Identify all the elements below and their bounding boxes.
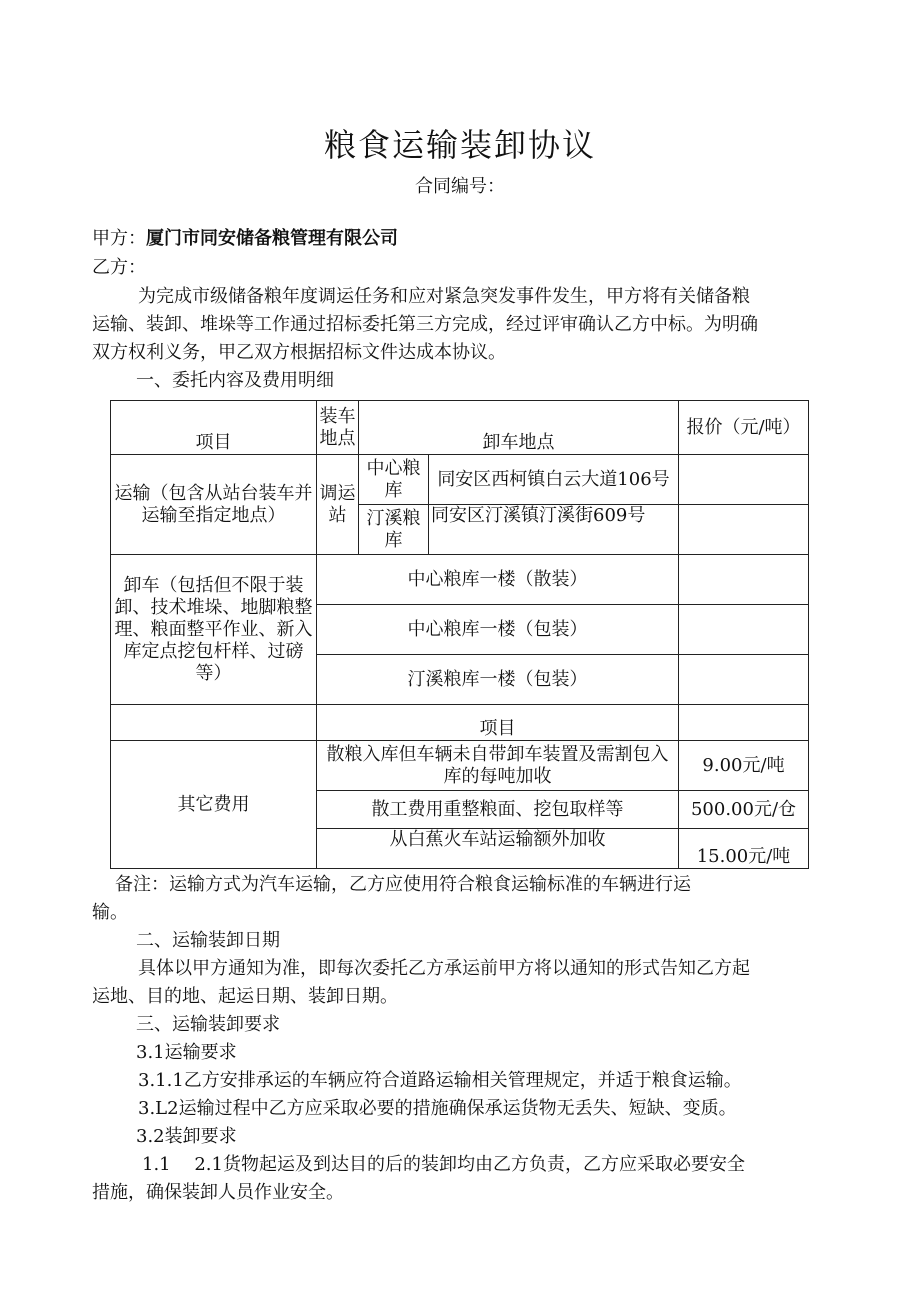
contract-number-label: 合同编号： bbox=[415, 176, 505, 197]
other-fee-2: 散工费用重整粮面、挖包取样等 bbox=[317, 791, 679, 829]
table-row bbox=[111, 555, 809, 605]
party-a-name: 厦门市同安储备粮管理有限公司 bbox=[146, 228, 398, 249]
section-3-1: 3.1运输要求 bbox=[136, 1042, 237, 1063]
unload-location-3: 汀溪粮库一楼（包装） bbox=[317, 655, 679, 705]
load-station: 调运站 bbox=[317, 455, 359, 555]
table-row bbox=[111, 455, 809, 505]
unload-price-2 bbox=[679, 605, 809, 655]
intro-line-1: 为完成市级储备粮年度调运任务和应对紧急突发事件发生，甲方将有关储备粮 bbox=[138, 286, 750, 307]
section-3-1-2: 3.L2运输过程中乙方应采取必要的措施确保承运货物无丢失、短缺、变质。 bbox=[138, 1098, 737, 1119]
header-unload-place: 卸车地点 bbox=[359, 401, 679, 455]
header-load-place: 装车地点 bbox=[317, 401, 359, 455]
depot-1-address: 同安区西柯镇白云大道106号 bbox=[429, 455, 679, 505]
date-line-2: 运地、目的地、起运日期、装卸日期。 bbox=[92, 986, 398, 1007]
depot-2-name: 汀溪粮库 bbox=[359, 505, 429, 555]
header-price: 报价（元/吨） bbox=[679, 401, 809, 455]
party-a bbox=[92, 226, 398, 252]
depot-1-name: 中心粮库 bbox=[359, 455, 429, 505]
unload-location-1: 中心粮库一楼（散装） bbox=[317, 555, 679, 605]
depot-2-address: 同安区汀溪镇汀溪街609号 bbox=[429, 505, 679, 555]
other-fee-3-price: 15.00元/吨 bbox=[679, 829, 809, 869]
intro-line-2: 运输、装卸、堆垛等工作通过招标委托第三方完成，经过评审确认乙方中标。为明确 bbox=[92, 314, 758, 335]
section-1-heading: 一、委托内容及费用明细 bbox=[136, 370, 334, 391]
header-item: 项目 bbox=[111, 401, 317, 455]
section-3-2-1-line-2: 措施，确保装卸人员作业安全。 bbox=[92, 1182, 344, 1203]
party-a-label: 甲方： bbox=[92, 228, 146, 249]
unload-price-3 bbox=[679, 655, 809, 705]
table-row bbox=[111, 741, 809, 791]
other-fees-label: 其它费用 bbox=[111, 741, 317, 869]
party-b-label: 乙方： bbox=[92, 257, 146, 278]
other-fee-3: 从白蕉火车站运输额外加收 bbox=[317, 829, 679, 869]
unload-location-2: 中心粮库一楼（包装） bbox=[317, 605, 679, 655]
section-3-2: 3.2装卸要求 bbox=[136, 1126, 237, 1147]
other-fee-1-price: 9.00元/吨 bbox=[679, 741, 809, 791]
blank-cell bbox=[679, 705, 809, 741]
depot-2-price bbox=[679, 505, 809, 555]
section-3-1-1: 3.1.1乙方安排承运的车辆应符合道路运输相关管理规定，并适于粮食运输。 bbox=[138, 1070, 742, 1091]
note-line-1: 备注：运输方式为汽车运输，乙方应使用符合粮食运输标准的车辆进行运 bbox=[115, 874, 691, 895]
table-row bbox=[111, 705, 809, 741]
date-line-1: 具体以甲方通知为准，即每次委托乙方承运前甲方将以通知的形式告知乙方起 bbox=[138, 958, 750, 979]
section-3-heading: 三、运输装卸要求 bbox=[136, 1014, 280, 1035]
fee-table bbox=[110, 400, 809, 869]
other-item-header: 项目 bbox=[317, 705, 679, 741]
section-2-heading: 二、运输装卸日期 bbox=[136, 930, 280, 951]
table-header-row bbox=[111, 401, 809, 455]
other-fee-2-price: 500.00元/仓 bbox=[679, 791, 809, 829]
unload-price-1 bbox=[679, 555, 809, 605]
intro-line-3: 双方权利义务，甲乙双方根据招标文件达成本协议。 bbox=[92, 342, 506, 363]
transport-label: 运输（包含从站台装车并运输至指定地点） bbox=[111, 455, 317, 555]
document-title: 粮食运输装卸协议 bbox=[323, 126, 596, 164]
note-line-2: 输。 bbox=[92, 902, 128, 923]
depot-1-price bbox=[679, 455, 809, 505]
unload-label: 卸车（包括但不限于装卸、技术堆垛、地脚粮整理、粮面整平作业、新入库定点挖包杆样、过磅等） bbox=[111, 555, 317, 705]
section-3-2-1-line-1: 1.1 2.1货物起运及到达目的后的装卸均由乙方负责，乙方应采取必要安全 bbox=[142, 1154, 745, 1175]
other-fee-1: 散粮入库但车辆未自带卸车装置及需割包入库的每吨加收 bbox=[317, 741, 679, 791]
blank-cell bbox=[111, 705, 317, 741]
